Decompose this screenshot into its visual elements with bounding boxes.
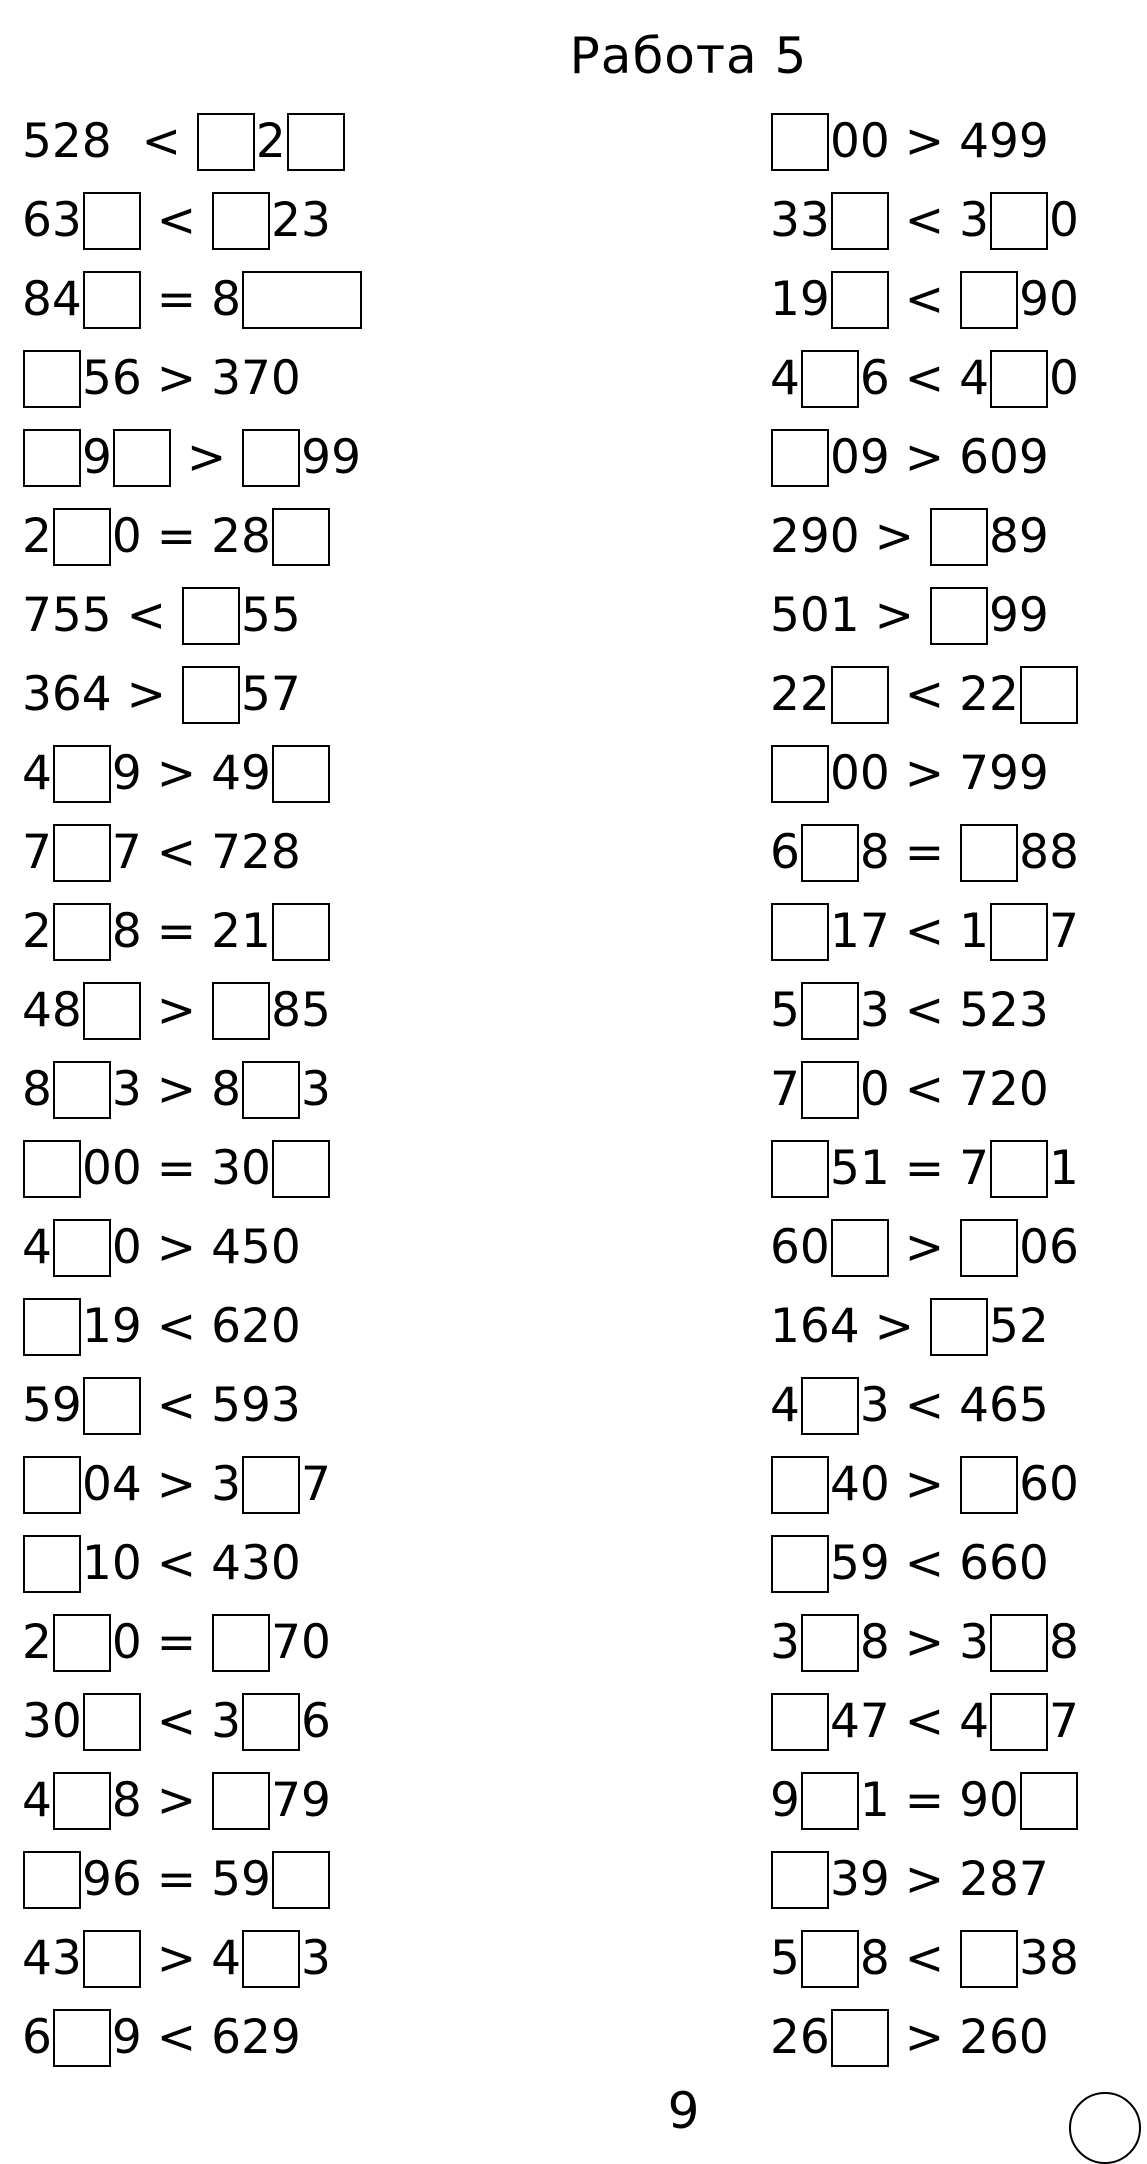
expression-text: 79 (271, 1773, 331, 1828)
exercise-row (22, 1682, 363, 1761)
answer-box[interactable] (83, 192, 141, 250)
expression-text: 3 (211, 1694, 241, 1749)
expression-text: > (141, 1773, 212, 1828)
expression-text: > (889, 2010, 960, 2065)
answer-box[interactable] (771, 1693, 829, 1751)
expression-text: 43 (22, 1931, 82, 1986)
answer-box[interactable] (801, 1061, 859, 1119)
answer-box[interactable] (1020, 1772, 1078, 1830)
expression-text: 0 (859, 1062, 890, 1117)
answer-box[interactable] (212, 982, 270, 1040)
answer-box[interactable] (53, 1061, 111, 1119)
expression-text: 52 (988, 1299, 1049, 1354)
expression-text: 3 (211, 1457, 241, 1512)
exercise-row (22, 813, 363, 892)
grade-circle (1069, 2092, 1141, 2164)
expression-text: > (141, 351, 212, 406)
expression-text: 370 (211, 351, 301, 406)
expression-text: 2 (22, 509, 52, 564)
answer-box[interactable] (771, 113, 829, 171)
expression-text: 3 (300, 1062, 331, 1117)
expression-text: 6 (859, 351, 890, 406)
answer-box[interactable] (1020, 666, 1078, 724)
expression-text: 501 (770, 588, 860, 643)
expression-text: 47 (830, 1694, 890, 1749)
answer-box[interactable] (831, 2009, 889, 2067)
answer-box[interactable] (831, 666, 889, 724)
expression-text: 4 (770, 351, 800, 406)
answer-box[interactable] (53, 903, 111, 961)
expression-text: = 8 (141, 272, 241, 327)
expression-text: 90 (1019, 272, 1079, 327)
exercise-row (770, 1998, 1079, 2077)
expression-text: > (859, 1299, 929, 1354)
expression-text: > (859, 509, 929, 564)
answer-box[interactable] (801, 1377, 859, 1435)
exercise-row (22, 576, 363, 655)
answer-box[interactable] (53, 1219, 111, 1277)
expression-text: 164 (770, 1299, 860, 1354)
answer-box[interactable] (83, 271, 141, 329)
expression-text: 720 (959, 1062, 1049, 1117)
expression-text: 260 (959, 2010, 1049, 2065)
right-column (770, 102, 1079, 2077)
expression-text: 629 (211, 2010, 301, 2065)
expression-text: 4 (22, 1220, 52, 1275)
expression-text: 4 (22, 1773, 52, 1828)
answer-box[interactable] (272, 903, 330, 961)
answer-box[interactable] (53, 1772, 111, 1830)
expression-text: 620 (211, 1299, 301, 1354)
exercise-row (22, 260, 363, 339)
expression-text: 1 (959, 904, 989, 959)
expression-text: > (141, 1220, 212, 1275)
expression-text: 96 = 59 (82, 1852, 271, 1907)
expression-text: 60 (1019, 1457, 1079, 1512)
expression-text: 00 (830, 114, 890, 169)
expression-text: > (141, 746, 212, 801)
answer-box[interactable] (53, 2009, 111, 2067)
expression-text: 09 (830, 430, 890, 485)
expression-text: < (889, 1536, 960, 1591)
answer-box[interactable] (23, 1851, 81, 1909)
expression-text: 49 (211, 746, 271, 801)
expression-text: 9 (770, 1773, 800, 1828)
expression-text: 6 (770, 825, 800, 880)
exercise-row (770, 181, 1079, 260)
exercise-row (22, 655, 363, 734)
expression-text: < (889, 1694, 960, 1749)
expression-text: > (171, 430, 242, 485)
expression-text: 84 (22, 272, 82, 327)
expression-text: < (126, 114, 196, 169)
answer-box[interactable] (960, 1456, 1018, 1514)
expression-text: < (889, 904, 960, 959)
expression-text: 2 (22, 1615, 52, 1670)
expression-text: 00 = 30 (82, 1141, 271, 1196)
expression-text: 30 (22, 1694, 82, 1749)
answer-box[interactable] (930, 1298, 988, 1356)
exercise-row (22, 497, 363, 576)
expression-text: 17 (830, 904, 890, 959)
answer-box[interactable] (287, 113, 345, 171)
expression-text: 609 (959, 430, 1049, 485)
answer-box[interactable] (83, 1693, 141, 1751)
answer-box[interactable] (960, 824, 1018, 882)
expression-text: 4 (959, 351, 989, 406)
exercise-row (22, 339, 363, 418)
exercise-row (22, 1445, 363, 1524)
expression-text: 5 (770, 983, 800, 1038)
expression-text: 23 (271, 193, 331, 248)
expression-text: 660 (959, 1536, 1049, 1591)
exercise-row (770, 102, 1079, 181)
expression-text: < (141, 825, 212, 880)
expression-text: 364 (22, 667, 112, 722)
answer-box[interactable] (801, 824, 859, 882)
expression-text: < (141, 1299, 212, 1354)
answer-box[interactable] (212, 192, 270, 250)
expression-text: 3 (300, 1931, 331, 1986)
answer-box[interactable] (771, 903, 829, 961)
expression-text: 4 (770, 1378, 800, 1433)
expression-text: 7 (300, 1457, 331, 1512)
answer-box[interactable] (242, 1456, 300, 1514)
expression-text: 59 (22, 1378, 82, 1433)
expression-text: 40 (830, 1457, 890, 1512)
answer-box[interactable] (113, 429, 171, 487)
answer-box[interactable] (831, 1219, 889, 1277)
expression-text: 38 (1019, 1931, 1079, 1986)
answer-box[interactable] (272, 1851, 330, 1909)
exercise-row (770, 339, 1079, 418)
expression-text: 465 (959, 1378, 1049, 1433)
expression-text: 9 (111, 746, 142, 801)
answer-box[interactable] (272, 745, 330, 803)
expression-text: 26 (770, 2010, 830, 2065)
answer-box[interactable] (242, 429, 300, 487)
exercise-row (22, 181, 363, 260)
page-title: Работа 5 (569, 27, 808, 85)
expression-text: 4 (211, 1931, 241, 1986)
expression-text: < (889, 1062, 960, 1117)
answer-box[interactable] (53, 508, 111, 566)
expression-text: 8 (859, 1931, 890, 1986)
expression-text: 85 (271, 983, 331, 1038)
exercise-row (770, 813, 1079, 892)
exercise-row (22, 418, 363, 497)
expression-text: > (889, 1220, 960, 1275)
answer-box[interactable] (242, 1693, 300, 1751)
expression-text: 56 (82, 351, 142, 406)
expression-text: < (141, 1536, 212, 1591)
expression-text: < (141, 2010, 212, 2065)
expression-text: > (889, 1615, 960, 1670)
exercise-row (770, 734, 1079, 813)
answer-box[interactable] (831, 192, 889, 250)
expression-text: 0 (1048, 193, 1079, 248)
answer-box[interactable] (212, 1772, 270, 1830)
exercise-row (770, 1840, 1079, 1919)
exercise-row (770, 1050, 1079, 1129)
answer-box[interactable] (771, 1456, 829, 1514)
expression-text: 8 (859, 1615, 890, 1670)
expression-text: 70 (271, 1615, 331, 1670)
expression-text: 3 (859, 983, 890, 1038)
expression-text: 7 (1048, 904, 1079, 959)
expression-text: 4 (22, 746, 52, 801)
answer-box[interactable] (83, 982, 141, 1040)
expression-text: > (889, 114, 960, 169)
expression-text: < (141, 1378, 212, 1433)
expression-text: 9 (82, 430, 112, 485)
expression-text: 19 (770, 272, 830, 327)
expression-text: 7 (770, 1062, 800, 1117)
expression-text: < (889, 351, 960, 406)
expression-text: 57 (240, 667, 301, 722)
answer-box[interactable] (197, 113, 255, 171)
answer-box[interactable] (831, 271, 889, 329)
exercise-row (22, 102, 363, 181)
exercise-row (22, 1840, 363, 1919)
exercise-row (770, 655, 1079, 734)
answer-box[interactable] (990, 1693, 1048, 1751)
exercise-row (770, 1603, 1079, 1682)
exercise-row (22, 971, 363, 1050)
answer-box[interactable] (53, 1614, 111, 1672)
answer-box[interactable] (23, 1140, 81, 1198)
answer-box[interactable] (801, 982, 859, 1040)
exercise-row (22, 1208, 363, 1287)
expression-text: 0 = (111, 1615, 212, 1670)
expression-text: 8 (111, 1773, 142, 1828)
expression-text: 33 (770, 193, 830, 248)
answer-box[interactable] (771, 429, 829, 487)
expression-text: 8 = 21 (111, 904, 271, 959)
expression-text: 8 (22, 1062, 52, 1117)
expression-text: 2 (255, 114, 286, 169)
page-number: 9 (667, 2082, 700, 2140)
expression-text: > (889, 1457, 960, 1512)
expression-text: 287 (959, 1852, 1049, 1907)
expression-text: 4 (959, 1694, 989, 1749)
expression-text: 06 (1019, 1220, 1079, 1275)
expression-text: < (141, 1694, 212, 1749)
expression-text: 499 (959, 114, 1049, 169)
exercise-row (770, 1524, 1079, 1603)
exercise-row (770, 1208, 1079, 1287)
expression-text: > (889, 1852, 960, 1907)
expression-text: < (889, 193, 960, 248)
exercise-row (770, 1287, 1079, 1366)
expression-text: > (141, 1931, 212, 1986)
expression-text: 728 (211, 825, 301, 880)
answer-box[interactable] (53, 745, 111, 803)
expression-text: > (141, 1457, 212, 1512)
exercise-row (22, 1919, 363, 1998)
expression-text: 430 (211, 1536, 301, 1591)
answer-box[interactable] (212, 1614, 270, 1672)
expression-text: 450 (211, 1220, 301, 1275)
expression-text: 1 = 90 (859, 1773, 1019, 1828)
expression-text: > (889, 430, 960, 485)
exercise-row (22, 892, 363, 971)
expression-text: 7 (1048, 1694, 1079, 1749)
expression-text: 3 (859, 1378, 890, 1433)
expression-text: 19 (82, 1299, 142, 1354)
expression-text: 6 (300, 1694, 331, 1749)
expression-text: 88 (1019, 825, 1079, 880)
answer-box[interactable] (23, 1298, 81, 1356)
expression-text: 2 (22, 904, 52, 959)
expression-text: 755 (22, 588, 112, 643)
answer-box[interactable] (242, 271, 362, 329)
answer-box[interactable] (272, 508, 330, 566)
expression-text: 8 (1048, 1615, 1079, 1670)
expression-text: 99 (988, 588, 1049, 643)
expression-text: 3 (770, 1615, 800, 1670)
expression-text: > (859, 588, 929, 643)
expression-text: > (141, 1062, 212, 1117)
exercise-row (770, 1919, 1079, 1998)
expression-text: 55 (240, 588, 301, 643)
answer-box[interactable] (23, 429, 81, 487)
answer-box[interactable] (23, 1535, 81, 1593)
exercise-row (770, 260, 1079, 339)
exercise-row (22, 1050, 363, 1129)
expression-text: 0 (111, 1220, 142, 1275)
exercise-row (770, 1445, 1079, 1524)
expression-text: > (141, 983, 212, 1038)
answer-box[interactable] (960, 1219, 1018, 1277)
answer-box[interactable] (83, 1930, 141, 1988)
expression-text: < (141, 193, 212, 248)
expression-text: 0 (1048, 351, 1079, 406)
expression-text: 39 (830, 1852, 890, 1907)
expression-text: 04 (82, 1457, 142, 1512)
exercise-row (770, 418, 1079, 497)
answer-box[interactable] (801, 1930, 859, 1988)
answer-box[interactable] (990, 903, 1048, 961)
expression-text: 6 (22, 2010, 52, 2065)
answer-box[interactable] (801, 1614, 859, 1672)
answer-box[interactable] (771, 1535, 829, 1593)
expression-text: < (889, 1378, 960, 1433)
exercise-row (770, 892, 1079, 971)
expression-text: 00 (830, 746, 890, 801)
exercise-row (770, 1129, 1079, 1208)
expression-text: 3 (959, 1615, 989, 1670)
answer-box[interactable] (272, 1140, 330, 1198)
answer-box[interactable] (242, 1061, 300, 1119)
expression-text: 51 = 7 (830, 1141, 989, 1196)
answer-box[interactable] (771, 1140, 829, 1198)
answer-box[interactable] (990, 350, 1048, 408)
exercise-row (22, 1366, 363, 1445)
expression-text: 99 (301, 430, 361, 485)
answer-box[interactable] (83, 1377, 141, 1435)
exercise-row (22, 1603, 363, 1682)
expression-text: 5 (770, 1931, 800, 1986)
answer-box[interactable] (930, 587, 988, 645)
expression-text: 22 (770, 667, 830, 722)
answer-box[interactable] (771, 745, 829, 803)
expression-text: 0 = 28 (111, 509, 271, 564)
expression-text: 89 (988, 509, 1049, 564)
exercise-row (22, 1129, 363, 1208)
expression-text: 1 (1048, 1141, 1079, 1196)
answer-box[interactable] (990, 1140, 1048, 1198)
expression-text: 290 (770, 509, 860, 564)
answer-box[interactable] (182, 666, 240, 724)
answer-box[interactable] (930, 508, 988, 566)
expression-text: > (111, 667, 181, 722)
exercise-row (770, 1366, 1079, 1445)
answer-box[interactable] (960, 271, 1018, 329)
expression-text: 59 (830, 1536, 890, 1591)
expression-text: 528 (22, 114, 127, 169)
expression-text: 3 (959, 193, 989, 248)
expression-text: 3 (111, 1062, 142, 1117)
expression-text: 9 (111, 2010, 142, 2065)
answer-box[interactable] (801, 1772, 859, 1830)
expression-text: < (889, 667, 960, 722)
expression-text: 10 (82, 1536, 142, 1591)
answer-box[interactable] (23, 1456, 81, 1514)
exercise-row (770, 497, 1079, 576)
expression-text: 8 = (859, 825, 960, 880)
left-column (22, 102, 363, 2077)
expression-text: > (889, 746, 960, 801)
exercise-row (22, 1524, 363, 1603)
expression-text: 22 (959, 667, 1019, 722)
exercise-row (22, 1287, 363, 1366)
answer-box[interactable] (771, 1851, 829, 1909)
expression-text: 60 (770, 1220, 830, 1275)
answer-box[interactable] (990, 1614, 1048, 1672)
answer-box[interactable] (23, 350, 81, 408)
answer-box[interactable] (53, 824, 111, 882)
expression-text: 523 (959, 983, 1049, 1038)
expression-text: < (889, 1931, 960, 1986)
expression-text: < (111, 588, 181, 643)
expression-text: 799 (959, 746, 1049, 801)
exercise-row (770, 971, 1079, 1050)
answer-box[interactable] (182, 587, 240, 645)
expression-text: < (889, 983, 960, 1038)
exercise-row (770, 576, 1079, 655)
expression-text: < (889, 272, 960, 327)
answer-box[interactable] (990, 192, 1048, 250)
exercise-row (770, 1682, 1079, 1761)
exercise-row (770, 1761, 1079, 1840)
expression-text: 593 (211, 1378, 301, 1433)
expression-text: 7 (111, 825, 142, 880)
exercise-row (22, 734, 363, 813)
expression-text: 7 (22, 825, 52, 880)
answer-box[interactable] (801, 350, 859, 408)
answer-box[interactable] (960, 1930, 1018, 1988)
expression-text: 48 (22, 983, 82, 1038)
expression-text: 63 (22, 193, 82, 248)
expression-text: 8 (211, 1062, 241, 1117)
answer-box[interactable] (242, 1930, 300, 1988)
exercise-row (22, 1998, 363, 2077)
exercise-row (22, 1761, 363, 1840)
